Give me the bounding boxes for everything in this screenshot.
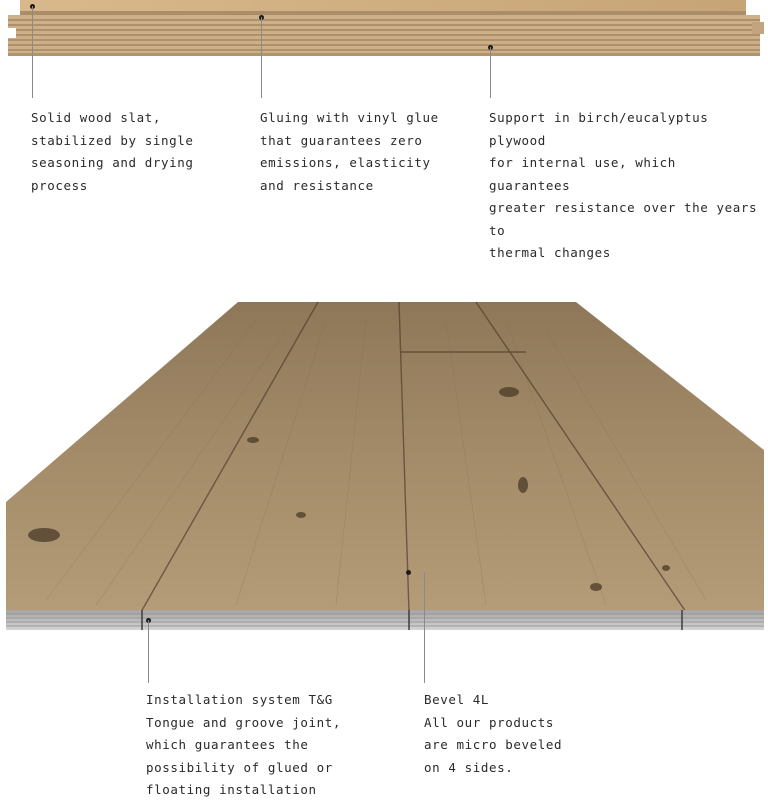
caption-plywood-support: Support in birch/eucalyptus plywood for internal use, which guarantees greater resistance over the years to thermal changes: [489, 110, 758, 260]
callout-dot-bevel: [406, 570, 411, 575]
caption-bevel-4l: Bevel 4L All our products are micro beveled on 4 sides.: [424, 692, 563, 775]
caption-installation-system: Installation system T&G Tongue and groove joint, which guarantees the possibility of glued or floating installation: [146, 692, 342, 797]
callout-line-glue: [261, 17, 262, 98]
callout-line-plywood: [490, 47, 491, 98]
wood-floor-image: [6, 300, 764, 635]
caption-solid-wood-slat: Solid wood slat, stabilized by single seasoning and drying process: [31, 110, 194, 193]
callout-line-slat: [32, 6, 33, 98]
caption-vinyl-glue: Gluing with vinyl glue that guarantees zero emissions, elasticity and resistance: [260, 110, 439, 193]
plank-cross-section-image: [6, 0, 764, 58]
callout-line-bevel: [424, 572, 425, 683]
callout-line-tongue-groove: [148, 620, 149, 683]
